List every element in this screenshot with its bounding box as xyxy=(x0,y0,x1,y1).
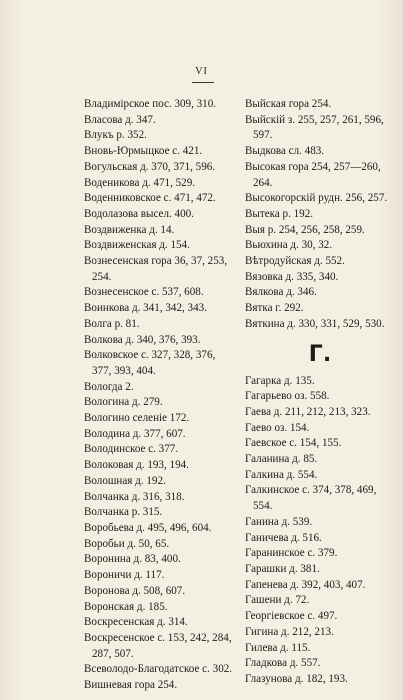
index-entry: Воденикова д. 471, 529. xyxy=(84,176,196,189)
index-entry: Волковское с. 327, 328, 376, 377, 393, 404. xyxy=(84,349,216,377)
index-entry: Вяткина д. 330, 331, 529, 530. xyxy=(245,317,385,330)
index-entry: Гагарьево оз. 558. xyxy=(245,390,330,403)
index-entry: Высокая гора 254, 257—260, 264. xyxy=(245,160,381,189)
index-entry: Волчанка р. 315. xyxy=(84,506,163,519)
index-entry: Выйскій з. 255, 257, 261, 596, 597. xyxy=(245,113,384,142)
index-entry: Вновь-Юрмыцкое с. 421. xyxy=(84,145,203,158)
index-entry: Водолазова высел. 400. xyxy=(84,207,194,220)
index-entry: Воздвиженская д. 154. xyxy=(84,239,190,252)
index-entry: Вознесенское с. 537, 608. xyxy=(84,286,204,299)
index-entry: Волчанка д. 316, 318. xyxy=(84,490,185,503)
index-entry: Вологино селеніе 172. xyxy=(84,412,190,425)
index-entry: Волкова д. 340, 376, 393. xyxy=(84,333,201,346)
index-entry: Вишневая гора 254. xyxy=(84,679,178,692)
index-entry: Влукъ р. 352. xyxy=(84,129,147,142)
index-entry: Гилева д. 115. xyxy=(245,641,311,654)
index-entry: Высокогорскій рудн. 256, 257. xyxy=(245,192,388,205)
index-entry: Вытека р. 192. xyxy=(245,207,314,220)
left-column xyxy=(84,97,236,694)
index-entry: Галкинское с. 374, 378, 469, 554. xyxy=(245,484,377,513)
index-entry: Галанина д. 85. xyxy=(245,453,318,466)
index-entry: Воинкова д. 341, 342, 343. xyxy=(84,302,207,315)
index-entry: Воскресенское с. 153, 242, 284, 287, 507. xyxy=(84,631,232,660)
page-number: VI xyxy=(195,66,208,77)
index-entry: Вороничи д. 117. xyxy=(84,569,165,582)
index-entry: Ганина д. 539. xyxy=(245,515,313,528)
index-entry: Выдкова сл. 483. xyxy=(245,145,325,158)
index-entry: Вогульская д. 370, 371, 596. xyxy=(84,160,216,173)
index-entry: Гаево оз. 154. xyxy=(245,421,310,434)
index-entry: Воробьи д. 50, 65. xyxy=(84,537,170,550)
index-entry: Гаева д. 211, 212, 213, 323. xyxy=(245,405,371,418)
index-entry: Волга р. 81. xyxy=(84,317,140,330)
index-entry: Гапенева д. 392, 403, 407. xyxy=(245,578,366,591)
index-entry: Воскресенская д. 314. xyxy=(84,616,188,629)
index-entry: Выйская гора 254. xyxy=(245,98,332,110)
index-entry: Гагарка д. 135. xyxy=(245,374,315,387)
header-rule xyxy=(192,82,214,83)
index-entry: Вялкова д. 346. xyxy=(245,286,317,299)
index-entry: Гладкова д. 557. xyxy=(245,657,321,670)
index-entry: Выя р. 254, 256, 258, 259. xyxy=(245,223,365,236)
index-entry: Галкина д. 554. xyxy=(245,468,318,481)
index-entry: Воронская д. 185. xyxy=(84,600,168,613)
section-letter-heading: Г. xyxy=(308,341,332,367)
index-entry: Волошная д. 192. xyxy=(84,474,166,487)
index-entry: Воденниковское с. 471, 472. xyxy=(84,192,216,205)
index-entry: Гашени д. 72. xyxy=(245,594,310,607)
index-entry: Ганичева д. 516. xyxy=(245,531,322,544)
index-entry: Воронина д. 83, 400. xyxy=(84,553,181,566)
index-entry: Вологда 2. xyxy=(84,380,134,393)
index-entry: Вятка г. 292. xyxy=(245,302,304,315)
index-entry: Вознесенская гора 36, 37, 253, 254. xyxy=(84,255,228,283)
right-column xyxy=(245,97,395,688)
index-entry: Вязовка д. 335, 340. xyxy=(245,270,339,283)
index-entry: Гигина д. 212, 213. xyxy=(245,625,334,638)
index-entry: Володина д. 377, 607. xyxy=(84,427,186,440)
index-entry: Воздвиженка д. 14. xyxy=(84,223,175,236)
index-entry: Воронова д. 508, 607. xyxy=(84,584,186,597)
index-entry: Владимірское пос. 309, 310. xyxy=(84,98,217,110)
index-entry: Власова д. 347. xyxy=(84,113,156,126)
index-entry: Гарашки д. 381. xyxy=(245,562,320,575)
index-entry: Вологина д. 279. xyxy=(84,396,163,409)
index-entry: Волоковая д. 193, 194. xyxy=(84,459,189,472)
index-entry: Вѣтродуйская д. 552. xyxy=(245,255,345,268)
index-entry: Воробьева д. 495, 496, 604. xyxy=(84,521,212,534)
index-entry: Глазунова д. 182, 193. xyxy=(245,672,348,685)
index-entry: Георгіевское с. 497. xyxy=(245,610,338,623)
index-entry: Володинское с. 377. xyxy=(84,443,179,456)
index-entry: Гаевское с. 154, 155. xyxy=(245,437,342,450)
index-entry: Вьюхина д. 30, 32. xyxy=(245,239,333,252)
index-entry: Всеволодо-Благодатское с. 302. xyxy=(84,663,233,676)
index-entry: Гаранинское с. 379. xyxy=(245,547,338,560)
